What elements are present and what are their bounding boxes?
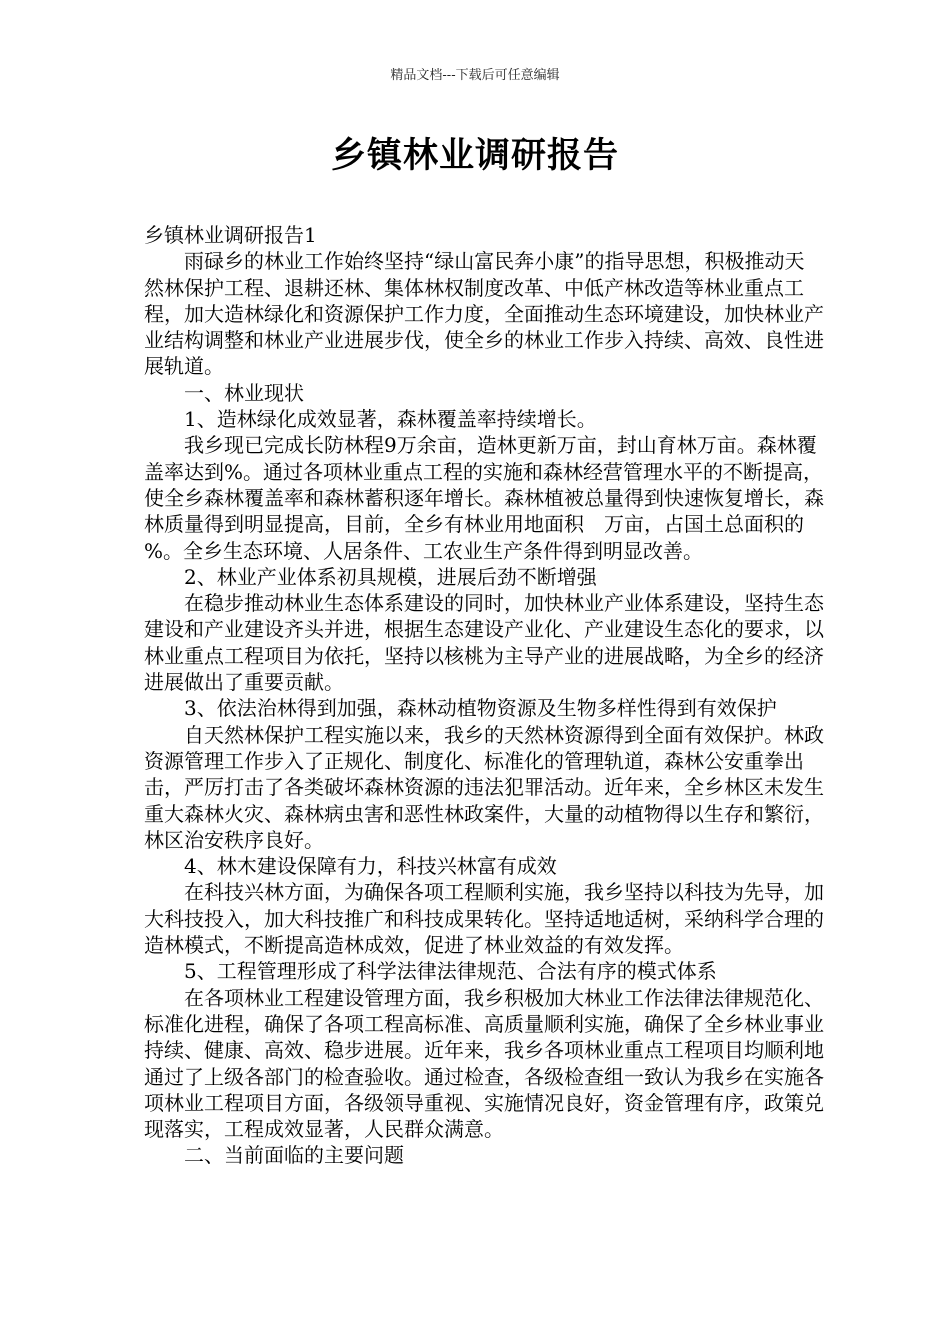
paragraph: 自天然林保护工程实施以来，我乡的天然林资源得到全面有效保护。林政资源管理工作步入了正规化、制度化、标准化的管理轨道，森林公安重拳出击，严厉打击了各类破坏森林资源的违法犯罪活动。近年来，全乡林区未发生重大森林火灾、森林病虫害和恶性林政案件，大量的动植物得以生存和繁衍，林区治安秩序良好。 xyxy=(144,722,824,852)
section-heading: 一、林业现状 xyxy=(184,380,304,405)
paragraph: 在稳步推动林业生态体系建设的同时，加快林业产业体系建设，坚持生态建设和产业建设齐头并进，根据生态建设产业化、产业建设生态化的要求，以林业重点工程项目为依托，坚持以核桃为主导产业的进展战略，为全乡的经济进展做出了重要贡献。 xyxy=(144,591,824,695)
paragraph: 乡镇林业调研报告1 xyxy=(144,223,317,247)
subsection-heading: 3、依法治林得到加强，森林动植物资源及生物多样性得到有效保护 xyxy=(184,696,777,721)
paragraph: 我乡现已完成长防林程9万余亩，造林更新万亩，封山育林万亩。森林覆盖率达到%。通过各项林业重点工程的实施和森林经营管理水平的不断提高，使全乡森林覆盖率和森林蓄积逐年增长。森林植被总量得到快速恢复增长，森林质量得到明显提高，目前，全乡有林业用地面积 万亩，占国土总面积的 %。全乡生态环境、人居条件、工农业生产条件得到明显改善。 xyxy=(144,433,824,563)
subsection-heading: 1、造林绿化成效显著，森林覆盖率持续增长。 xyxy=(184,407,597,432)
document-body xyxy=(144,222,824,1169)
subsection-heading: 5、工程管理形成了科学法律法律规范、合法有序的模式体系 xyxy=(184,959,717,984)
document-title: 乡镇林业调研报告 xyxy=(330,136,619,176)
header-note: 精品文档---下载后可任意编辑 xyxy=(390,68,560,83)
paragraph: 在各项林业工程建设管理方面，我乡积极加大林业工作法律法律规范化、标准化进程，确保了各项工程高标准、高质量顺利实施，确保了全乡林业事业持续、健康、高效、稳步进展。近年来，我乡各项林业重点工程项目均顺利地通过了上级各部门的检查验收。通过检查，各级检查组一致认为我乡在实施各项林业工程项目方面，各级领导重视、实施情况良好，资金管理有序，政策兑现落实，工程成效显著，人民群众满意。 xyxy=(144,985,824,1142)
paragraph: 在科技兴林方面，为确保各项工程顺利实施，我乡坚持以科技为先导，加大科技投入，加大科技推广和科技成果转化。坚持适地适树，采纳科学合理的造林模式，不断提高造林成效，促进了林业效益的有效发挥。 xyxy=(144,880,824,958)
subsection-heading: 2、林业产业体系初具规模，进展后劲不断增强 xyxy=(184,564,597,589)
subsection-heading: 4、林木建设保障有力，科技兴林富有成效 xyxy=(184,854,557,879)
section-heading: 二、当前面临的主要问题 xyxy=(184,1143,404,1168)
paragraph: 雨碌乡的林业工作始终坚持“绿山富民奔小康”的指导思想，积极推动天然林保护工程、退耕还林、集体林权制度改革、中低产林改造等林业重点工程，加大造林绿化和资源保护工作力度，全面推动生态环境建设，加快林业产业结构调整和林业产业进展步伐，使全乡的林业工作步入持续、高效、良性进展轨道。 xyxy=(144,249,824,379)
